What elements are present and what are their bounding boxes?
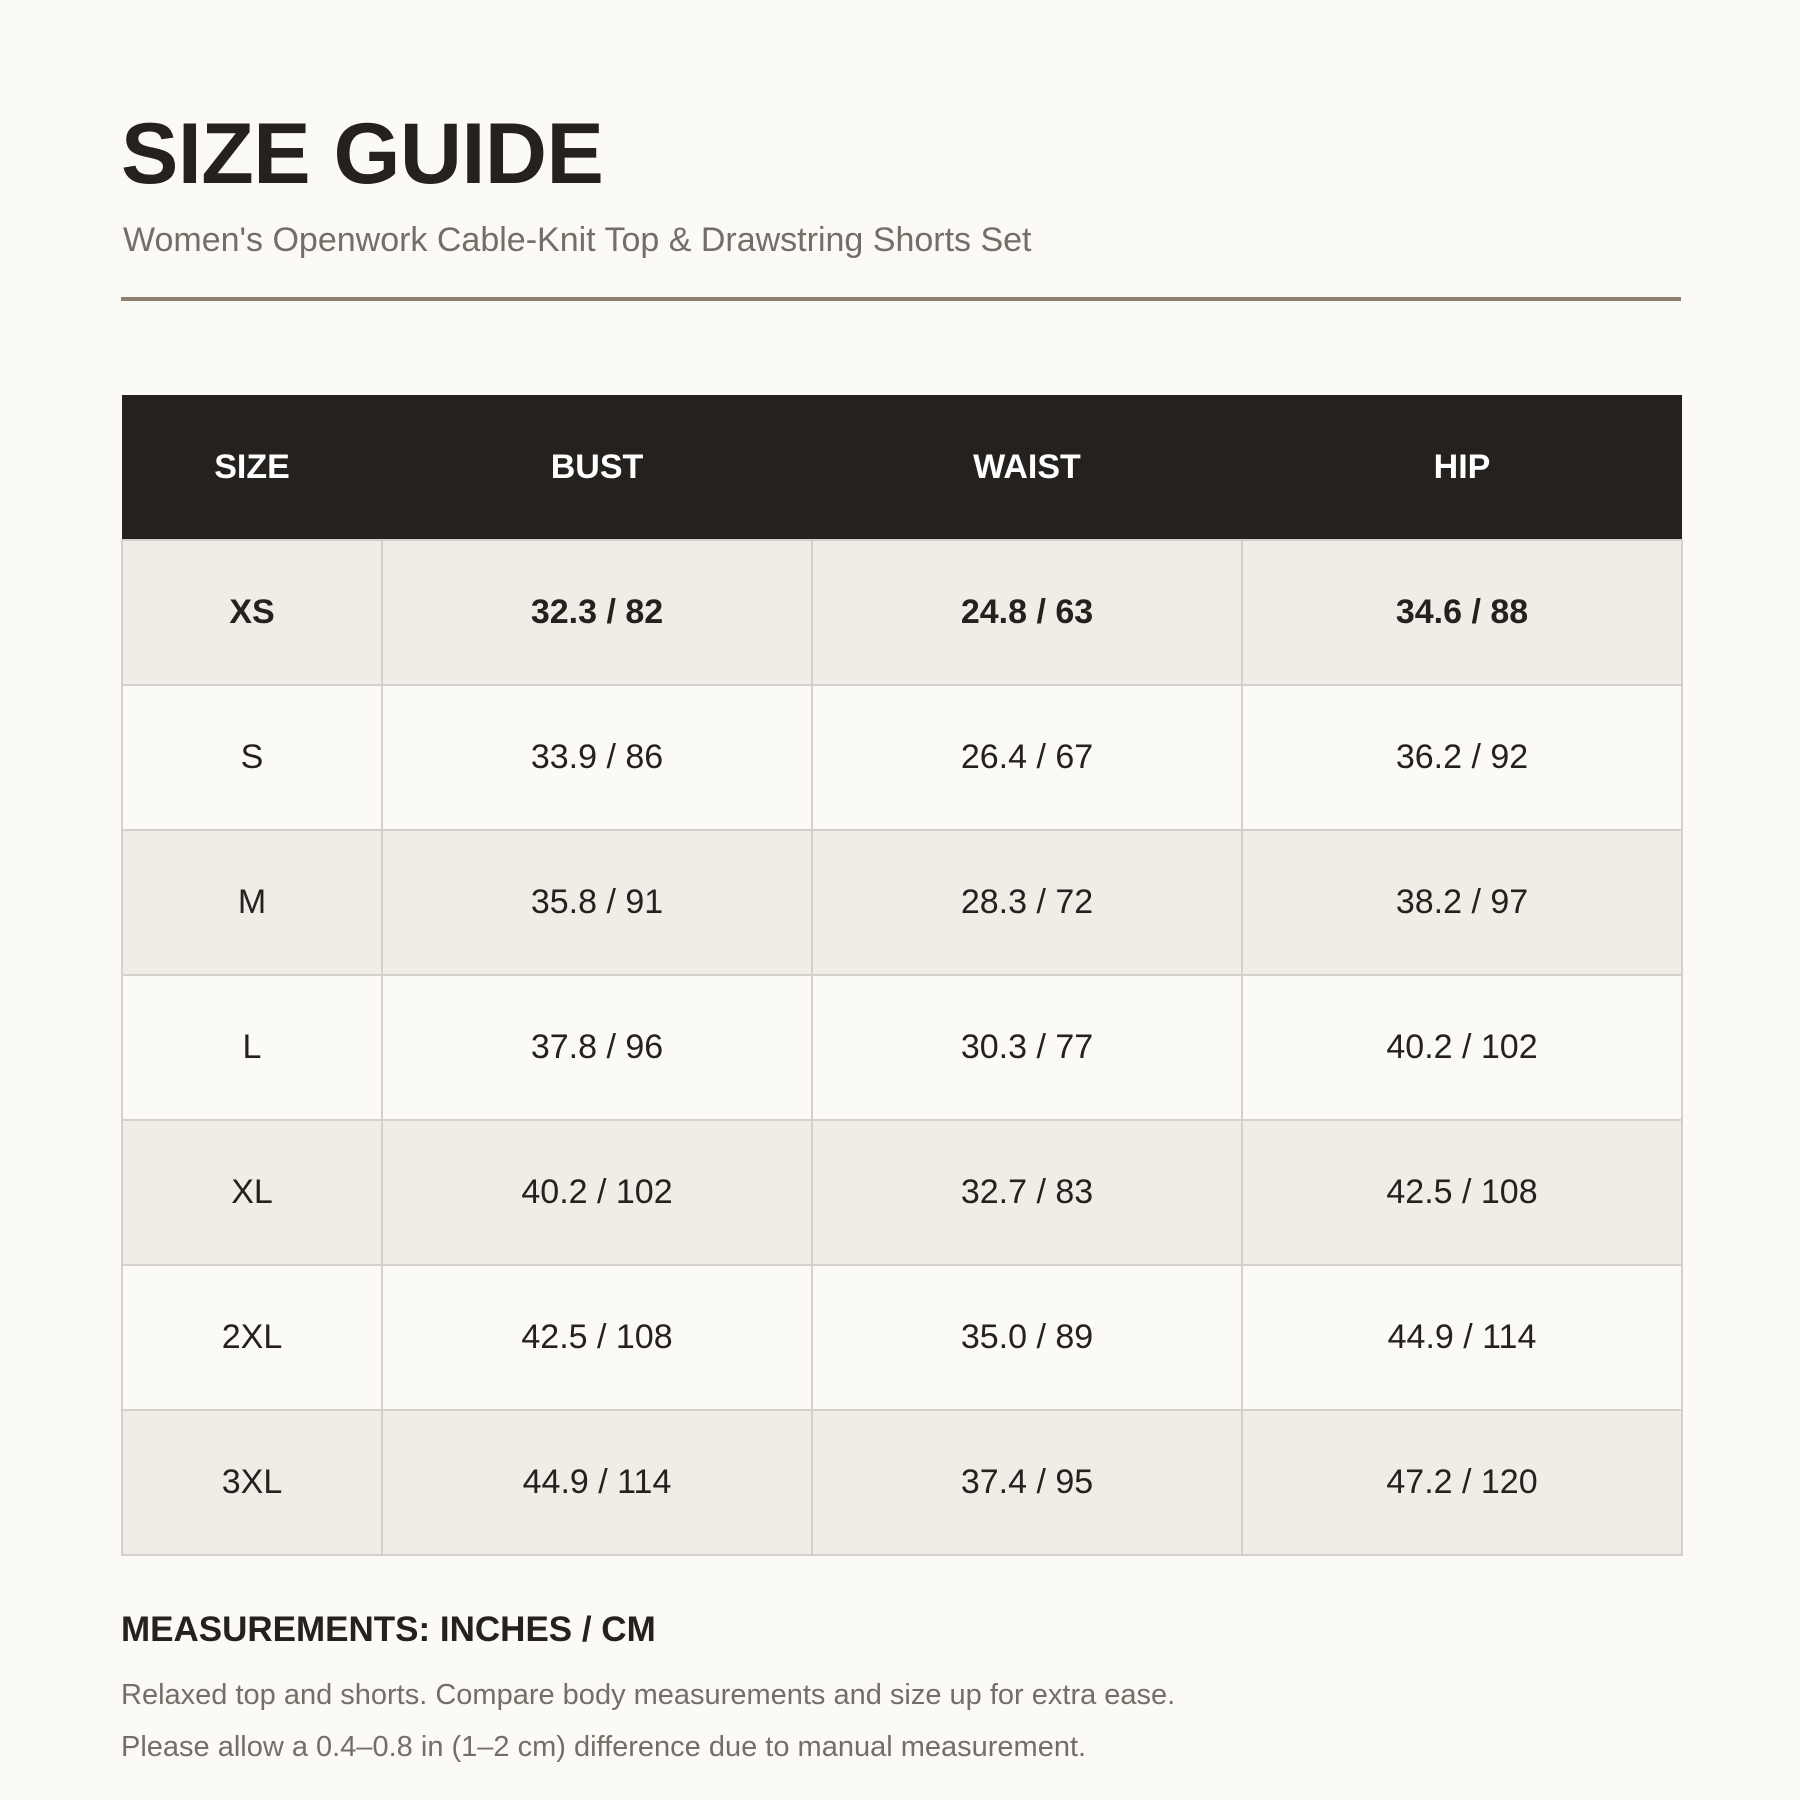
size-cell: XS xyxy=(122,540,382,685)
bust-cell: 33.9 / 86 xyxy=(382,685,812,830)
hip-cell: 44.9 / 114 xyxy=(1242,1265,1682,1410)
size-cell: 2XL xyxy=(122,1265,382,1410)
measurement-tolerance-note: Please allow a 0.4–0.8 in (1–2 cm) difference due to manual measurement. xyxy=(121,1731,1087,1763)
hip-cell: 47.2 / 120 xyxy=(1242,1410,1682,1555)
waist-cell: 32.7 / 83 xyxy=(812,1120,1242,1265)
table-header-row xyxy=(122,395,1682,540)
size-cell: M xyxy=(122,830,382,975)
size-guide-page xyxy=(121,0,1681,1800)
table-row xyxy=(122,1120,1682,1265)
size-cell: 3XL xyxy=(122,1410,382,1555)
table-row xyxy=(122,540,1682,685)
page-title: SIZE GUIDE xyxy=(121,106,604,202)
product-subtitle: Women's Openwork Cable-Knit Top & Drawstring Shorts Set xyxy=(123,221,1032,259)
table-row xyxy=(122,685,1682,830)
waist-cell: 24.8 / 63 xyxy=(812,540,1242,685)
bust-cell: 32.3 / 82 xyxy=(382,540,812,685)
size-cell: S xyxy=(122,685,382,830)
waist-cell: 35.0 / 89 xyxy=(812,1265,1242,1410)
waist-cell: 26.4 / 67 xyxy=(812,685,1242,830)
column-header-size: SIZE xyxy=(122,395,382,540)
bust-cell: 35.8 / 91 xyxy=(382,830,812,975)
bust-cell: 37.8 / 96 xyxy=(382,975,812,1120)
table-row xyxy=(122,1410,1682,1555)
waist-cell: 28.3 / 72 xyxy=(812,830,1242,975)
table-row xyxy=(122,1265,1682,1410)
fit-note: Relaxed top and shorts. Compare body measurements and size up for extra ease. xyxy=(121,1679,1176,1711)
hip-cell: 40.2 / 102 xyxy=(1242,975,1682,1120)
hip-cell: 34.6 / 88 xyxy=(1242,540,1682,685)
column-header-waist: WAIST xyxy=(812,395,1242,540)
hip-cell: 36.2 / 92 xyxy=(1242,685,1682,830)
column-header-bust: BUST xyxy=(382,395,812,540)
hip-cell: 42.5 / 108 xyxy=(1242,1120,1682,1265)
bust-cell: 42.5 / 108 xyxy=(382,1265,812,1410)
column-header-hip: HIP xyxy=(1242,395,1682,540)
waist-cell: 30.3 / 77 xyxy=(812,975,1242,1120)
waist-cell: 37.4 / 95 xyxy=(812,1410,1242,1555)
bust-cell: 40.2 / 102 xyxy=(382,1120,812,1265)
size-table xyxy=(121,395,1683,1556)
size-cell: XL xyxy=(122,1120,382,1265)
table-row xyxy=(122,975,1682,1120)
measurement-units-heading: MEASUREMENTS: INCHES / CM xyxy=(121,1610,656,1649)
title-divider xyxy=(121,297,1681,301)
size-cell: L xyxy=(122,975,382,1120)
bust-cell: 44.9 / 114 xyxy=(382,1410,812,1555)
table-row xyxy=(122,830,1682,975)
hip-cell: 38.2 / 97 xyxy=(1242,830,1682,975)
